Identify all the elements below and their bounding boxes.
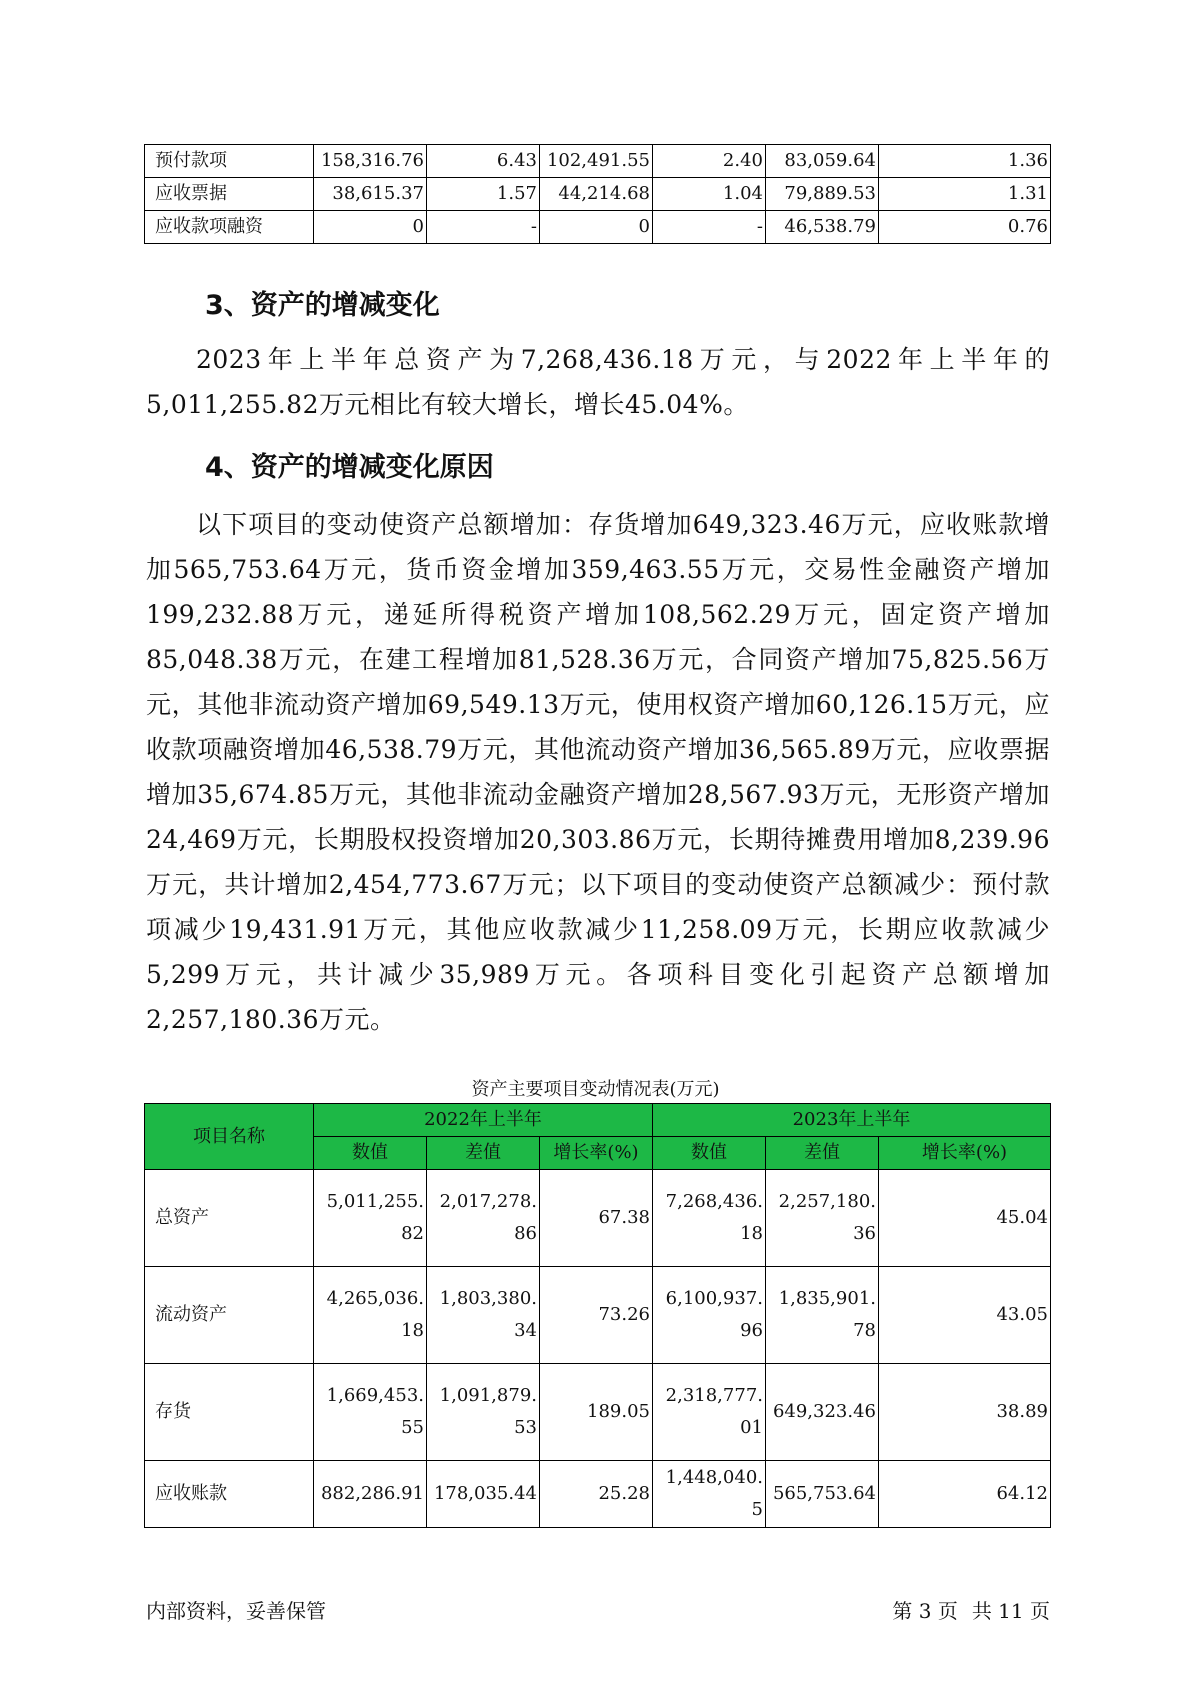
item-name-cell: 应收票据 [145,178,314,211]
rate-cell-text: 67.38 [598,1207,650,1228]
item-name-cell [145,1364,314,1461]
rate-cell-text: 38.89 [996,1401,1048,1422]
section-heading-4: 4、资产的增减变化原因 [205,452,494,483]
header-diff-2022: 差值 [427,1137,540,1170]
value-cell [653,1267,766,1364]
item-name-cell-text: 总资产 [155,1207,209,1228]
value-cell: 102,491.55 [540,145,653,178]
table-caption: 资产主要项目变动情况表(万元) [471,1079,720,1100]
table-row [145,1267,1051,1364]
header-period-2023: 2023年上半年 [653,1104,1051,1137]
rate-cell-text: 189.05 [587,1401,650,1422]
item-name-cell [145,1461,314,1528]
ratio-cell: 6.43 [427,145,540,178]
diff-cell-text: 1,835,901.78 [778,1288,876,1341]
header-value-2022: 数值 [314,1137,427,1170]
table-row [145,145,1051,178]
value-cell [314,1364,427,1461]
rate-cell [540,1170,653,1267]
rate-cell [540,1364,653,1461]
value-cell-text: 882,286.91 [320,1483,424,1504]
diff-cell [766,1267,879,1364]
ratio-cell: 0.76 [879,211,1051,244]
header-rate-2022: 增长率(%) [540,1137,653,1170]
item-name-cell-text: 应收账款 [155,1483,227,1504]
section-4-paragraph: 以下项目的变动使资产总额增加：存货增加649,323.46万元，应收账款增加565,753.64万元，货币资金增加359,463.55万元，交易性金融资产增加199,232.88万元，递延所得税资产增加108,562.29万元，固定资产增加85,048.38万元，在建工程增加81,528.36万元，合同资产增加75,825.56万元，其他非流动资产增加69,549.13万元，使用权资产增加60,126.15万元，应收款项融资增加46,538.79万元，其他流动资产增加36,565.89万元，应收票据增加35,674.85万元，其他非流动金融资产增加28,567.93万元，无形资产增加24,469万元，长期股权投资增加20,303.86万元，长期待摊费用增加8,239.96万元，共计增加2,454,773.67万元；以下项目的变动使资产总额减少：预付款项减少19,431.91万元，其他应收款减少11,258.09万元，长期应收款减少5,299万元，共计减少35,989万元。各项科目变化引起资产总额增加2,257,180.36万元。 [146,510,1050,1034]
rate-cell [879,1267,1051,1364]
header-item-name: 项目名称 [145,1104,314,1170]
item-name-cell: 预付款项 [145,145,314,178]
value-cell: 83,059.64 [766,145,879,178]
value-cell-text: 1,448,040.5 [665,1467,763,1520]
asset-change-table [144,1103,1051,1528]
value-cell: 158,316.76 [314,145,427,178]
rate-cell-text: 45.04 [996,1207,1048,1228]
value-cell: 38,615.37 [314,178,427,211]
item-name-cell [145,1170,314,1267]
rate-cell-text: 43.05 [996,1304,1048,1325]
rate-cell [879,1461,1051,1528]
value-cell [653,1461,766,1528]
table-row [145,1170,1051,1267]
diff-cell-text: 565,753.64 [772,1483,876,1504]
ratio-cell: 2.40 [653,145,766,178]
diff-cell [427,1364,540,1461]
rate-cell [540,1267,653,1364]
asset-ratio-table [144,144,1051,244]
section-heading-3: 3、资产的增减变化 [205,290,440,321]
item-name-cell [145,1267,314,1364]
value-cell [314,1170,427,1267]
diff-cell-text: 1,091,879.53 [439,1385,537,1438]
value-cell: 46,538.79 [766,211,879,244]
diff-cell-text: 1,803,380.34 [439,1288,537,1341]
header-value-2023: 数值 [653,1137,766,1170]
diff-cell-text: 2,257,180.36 [778,1191,876,1244]
value-cell-text: 6,100,937.96 [665,1288,763,1341]
rate-cell-text: 25.28 [598,1483,650,1504]
footer-page-number [892,1595,1050,1624]
value-cell [653,1170,766,1267]
table-row [145,211,1051,244]
header-diff-2023: 差值 [766,1137,879,1170]
diff-cell [427,1267,540,1364]
diff-cell [766,1461,879,1528]
item-name-cell-text: 流动资产 [155,1304,227,1325]
value-cell [653,1364,766,1461]
diff-cell [766,1364,879,1461]
value-cell-text: 2,318,777.01 [665,1385,763,1438]
diff-cell [427,1170,540,1267]
footer-page-label: 第 3 页 [892,1599,958,1623]
footer-confidential-note: 内部资料，妥善保管 [146,1599,326,1623]
value-cell-text: 4,265,036.18 [326,1288,424,1341]
diff-cell-text: 178,035.44 [433,1483,537,1504]
value-cell-text: 5,011,255.82 [326,1191,424,1244]
diff-cell [766,1170,879,1267]
section-3-paragraph: 2023年上半年总资产为7,268,436.18万元，与2022年上半年的5,011,255.82万元相比有较大增长，增长45.04%。 [146,345,1050,419]
header-rate-2023: 增长率(%) [879,1137,1051,1170]
rate-cell [879,1364,1051,1461]
rate-cell [879,1170,1051,1267]
value-cell-text: 1,669,453.55 [326,1385,424,1438]
value-cell: 0 [314,211,427,244]
value-cell: 79,889.53 [766,178,879,211]
item-name-cell: 应收款项融资 [145,211,314,244]
ratio-cell: - [653,211,766,244]
item-name-cell-text: 存货 [155,1401,191,1422]
value-cell: 0 [540,211,653,244]
table-row [145,1461,1051,1528]
table-row [145,178,1051,211]
value-cell-text: 7,268,436.18 [665,1191,763,1244]
diff-cell-text: 2,017,278.86 [439,1191,537,1244]
diff-cell [427,1461,540,1528]
value-cell [314,1461,427,1528]
ratio-cell: - [427,211,540,244]
ratio-cell: 1.57 [427,178,540,211]
rate-cell-text: 64.12 [996,1483,1048,1504]
value-cell [314,1267,427,1364]
diff-cell-text: 649,323.46 [772,1401,876,1422]
footer-total-label: 共 11 页 [971,1599,1050,1623]
rate-cell [540,1461,653,1528]
rate-cell-text: 73.26 [598,1304,650,1325]
header-period-2022: 2022年上半年 [314,1104,653,1137]
table-row [145,1364,1051,1461]
ratio-cell: 1.36 [879,145,1051,178]
ratio-cell: 1.04 [653,178,766,211]
ratio-cell: 1.31 [879,178,1051,211]
value-cell: 44,214.68 [540,178,653,211]
